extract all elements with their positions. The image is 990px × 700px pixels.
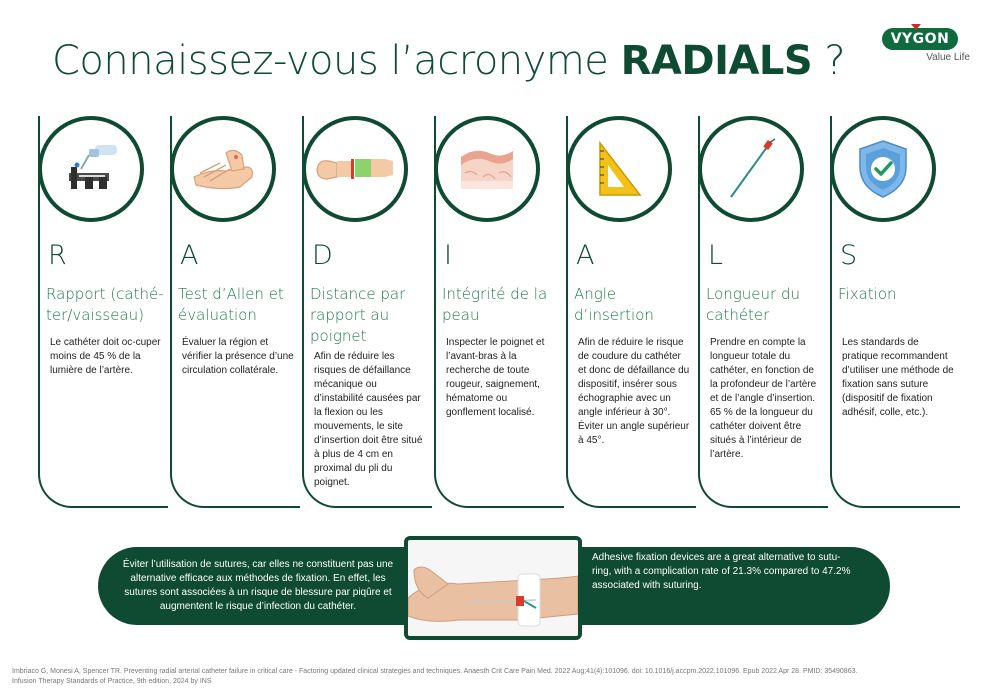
shield-check-icon bbox=[856, 139, 910, 199]
radials-item-a2 bbox=[566, 116, 696, 508]
forearm-wrist-icon bbox=[315, 149, 395, 189]
reference-1: Imbriaco G, Monesi A, Spencer TR. Preventing radial arterial catheter failure in critical care - Factoring updated clinical strategies and techniques. Anaesth Crit Care Pain Med. 2022 Aug;41(4):101096. doi: 10.1016/j.accpm.2022.101096. Epub 2022 Apr 28. PMID: 35490863. bbox=[12, 668, 858, 675]
item-heading: Longueur du cathéter bbox=[706, 285, 800, 324]
banner-right-text: Adhesive fixation devices are a great alternative to sutu-ring, with a complication rate of 21.3% compared to 47.2% associated with suturing. bbox=[592, 552, 851, 591]
wrist-fixation-photo bbox=[404, 536, 582, 640]
banner-left-text: Éviter l’utilisation de sutures, car elles ne constituent pas une alternative efficace aux méthodes de fixation. En effet, les sutures sont associées à un risque de blessure par piqûre et augmentent le risque d’infection du cathéter. bbox=[122, 559, 394, 612]
item-letter: A bbox=[180, 240, 199, 271]
item-letter: R bbox=[48, 240, 67, 271]
hand-test-icon bbox=[190, 143, 256, 195]
icon-circle bbox=[566, 116, 672, 222]
icon-circle bbox=[434, 116, 540, 222]
item-heading: Fixation bbox=[838, 285, 897, 303]
radials-item-l bbox=[698, 116, 828, 508]
logo-accent-icon bbox=[911, 24, 921, 30]
skin-layers-icon bbox=[455, 141, 519, 197]
item-letter: L bbox=[708, 240, 724, 271]
item-description: Prendre en compte la longueur totale du cathéter, en fonction de la profondeur de l’artère et de l’angle d’insertion. 65 % de la longueur du cathéter doivent être situés à l’intérieur de l’artère. bbox=[710, 337, 817, 460]
wrist-fixation-illustration bbox=[408, 540, 578, 636]
item-letter: S bbox=[840, 240, 858, 271]
set-square-icon bbox=[594, 139, 644, 199]
reference-2: Infusion Therapy Standards of Practice, 9th edition, 2024 by INS bbox=[12, 678, 212, 685]
title-prefix: Connaissez-vous l’acronyme bbox=[52, 38, 621, 84]
item-letter: I bbox=[444, 240, 452, 271]
page-title bbox=[52, 38, 845, 84]
item-description: Évaluer la région et vérifier la présence d’une circulation collatérale. bbox=[182, 337, 294, 376]
radials-item-a bbox=[170, 116, 300, 508]
item-description: Les standards de pratique recommandent d’utiliser une méthode de fixation sans suture (dispositif de fixation adhésif, colle, etc.). bbox=[842, 337, 954, 418]
title-suffix: ? bbox=[812, 38, 846, 84]
item-description: Afin de réduire le risque de coudure du cathéter et donc de défaillance du dispositif, insérer sous échographie avec un angle inférieur à 30°. Éviter un angle supérieur à 45°. bbox=[578, 337, 690, 446]
vygon-logo bbox=[882, 24, 972, 64]
radials-item-s bbox=[830, 116, 960, 508]
radials-item-r bbox=[38, 116, 168, 508]
item-description: Afin de réduire les risques de défaillance mécanique ou d’instabilité causées par la flexion ou les mouvements, le site d’insertion doit être situé à plus de 4 cm en proximal du pli du poignet. bbox=[314, 351, 423, 488]
item-letter: A bbox=[576, 240, 595, 271]
icon-circle bbox=[170, 116, 276, 222]
catheter-device-icon bbox=[59, 137, 123, 201]
logo-wordmark: VYGON bbox=[882, 28, 958, 50]
icon-circle bbox=[698, 116, 804, 222]
catheter-needle-icon bbox=[723, 137, 779, 201]
item-description: Inspecter le poignet et l’avant-bras à la recherche de toute rougeur, saignement, hématome ou gonflement localisé. bbox=[446, 337, 545, 418]
radials-item-i bbox=[434, 116, 564, 508]
icon-circle bbox=[302, 116, 408, 222]
item-description: Le cathéter doit oc-cuper moins de 45 % de la lumière de l’artère. bbox=[50, 337, 161, 376]
references bbox=[12, 667, 972, 687]
item-heading: Distance par rapport au poignet bbox=[310, 285, 406, 345]
item-heading: Angle d’insertion bbox=[574, 285, 654, 324]
logo-tagline: Value Life bbox=[926, 52, 970, 63]
radials-item-d bbox=[302, 116, 432, 508]
icon-circle bbox=[38, 116, 144, 222]
item-heading: Test d’Allen et évaluation bbox=[178, 285, 284, 324]
title-emphasis: RADIALS bbox=[620, 38, 813, 84]
icon-circle bbox=[830, 116, 936, 222]
item-heading: Intégrité de la peau bbox=[442, 285, 548, 324]
item-letter: D bbox=[312, 240, 333, 271]
item-heading: Rapport (cathé-ter/vaisseau) bbox=[46, 285, 164, 324]
